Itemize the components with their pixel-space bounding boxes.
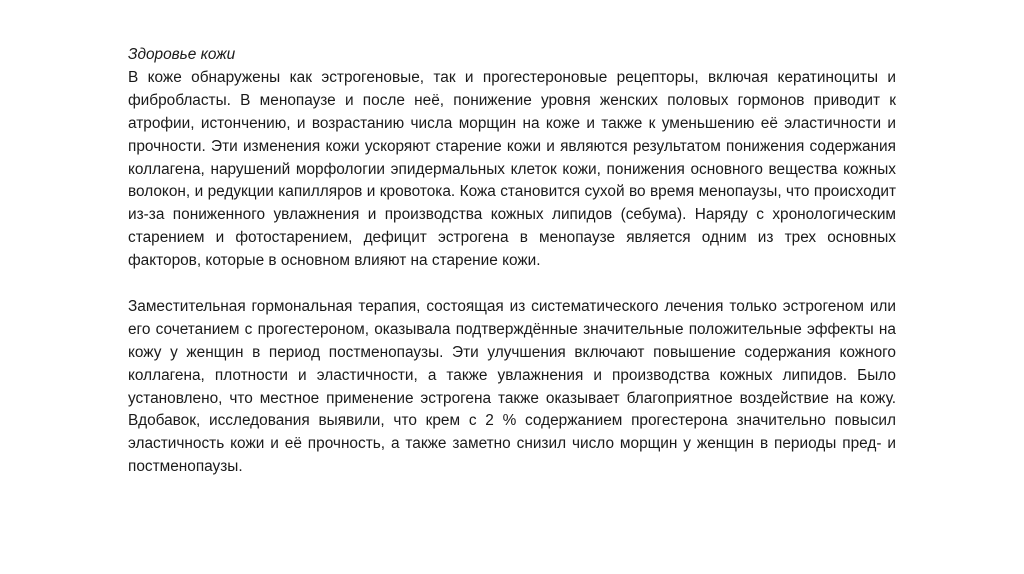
section-heading: Здоровье кожи <box>128 46 236 63</box>
slide-content <box>128 44 896 479</box>
paragraph-skin-receptors: В коже обнаружены как эстрогеновые, так и прогестероновые рецепторы, включая кератиноциты и фибробласты. В менопаузе и после неё, понижение уровня женских половых гормонов приводит к атрофии, истончению, и возрастанию числа морщин на коже и также к уменьшению её эластичности и прочности. Эти изменения кожи ускоряют старение кожи и являются результатом понижения содержания коллагена, нарушений морфологии эпидермальных клеток кожи, понижения основного вещества кожных волокон, и редукции капилляров и кровотока. Кожа становится сухой во время менопаузы, что происходит из-за пониженного увлажнения и производства кожных липидов (себума). Наряду с хронологическим старением и фотостарением, дефицит эстрогена в менопаузе является одним из трех основных факторов, которые в основном влияют на старение кожи. <box>128 68 896 270</box>
paragraph-hormone-therapy: Заместительная гормональная терапия, состоящая из систематического лечения только эстрогеном или его сочетанием с прогестероном, оказывала подтверждённые значительные положительные эффекты на кожу у женщин в период постменопаузы. Эти улучшения включают повышение содержания кожного коллагена, плотности и эластичности, а также увлажнения и производства кожных липидов. Было установлено, что местное применение эстрогена также оказывает благоприятное воздействие на кожу. Вдобавок, исследования выявили, что крем с 2 % содержанием прогестерона значительно повысил эластичность кожи и её прочность, а также заметно снизил число морщин у женщин в периоды пред- и постменопаузы. <box>128 297 896 476</box>
